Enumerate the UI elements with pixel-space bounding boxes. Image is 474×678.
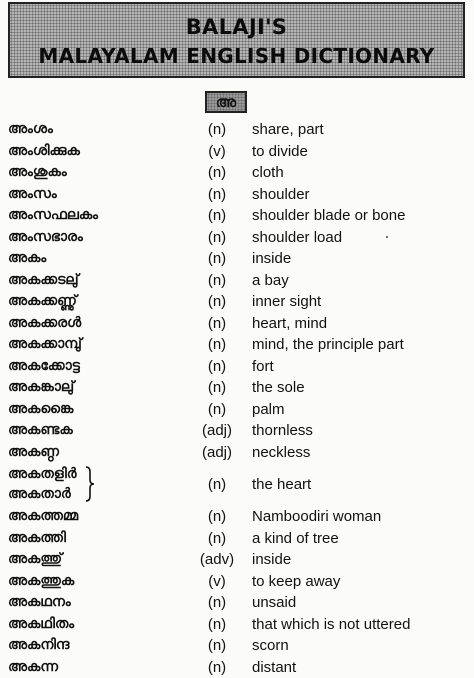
part-of-speech: (adj) — [188, 420, 246, 441]
malayalam-word: അകത്തുക — [8, 571, 74, 592]
malayalam-word: അകത്തമ്മ — [8, 506, 78, 527]
english-meaning: shoulder — [252, 184, 310, 205]
dictionary-entry — [0, 592, 474, 614]
dictionary-entry — [0, 614, 474, 636]
part-of-speech: (n) — [188, 205, 246, 226]
part-of-speech: (n) — [188, 657, 246, 678]
malayalam-word: അകക്കാമ്പു് — [8, 334, 82, 355]
part-of-speech: (adv) — [188, 549, 246, 570]
dictionary-entry — [0, 442, 474, 464]
malayalam-word: അകതാർ — [8, 484, 71, 505]
malayalam-word: അകഥനം — [8, 592, 71, 613]
malayalam-word: അംശുകം — [8, 162, 67, 183]
part-of-speech: (n) — [188, 377, 246, 398]
malayalam-word: അകം — [8, 248, 46, 269]
dictionary-entry — [0, 377, 474, 399]
english-meaning: shoulder blade or bone — [252, 205, 405, 226]
english-meaning: a kind of tree — [252, 528, 339, 549]
part-of-speech: (n) — [188, 162, 246, 183]
english-meaning: to keep away — [252, 571, 340, 592]
malayalam-word: അകനിന്ദ — [8, 635, 69, 656]
malayalam-word: അംസഫലകം — [8, 205, 98, 226]
english-meaning: that which is not uttered — [252, 614, 410, 635]
english-meaning: Namboodiri woman — [252, 506, 381, 527]
part-of-speech: (n) — [188, 334, 246, 355]
english-meaning: neckless — [252, 442, 310, 463]
malayalam-word: അകത്തു് — [8, 549, 62, 570]
part-of-speech: (n) — [188, 119, 246, 140]
english-meaning: the sole — [252, 377, 305, 398]
part-of-speech: (n) — [188, 399, 246, 420]
dictionary-entry — [0, 356, 474, 378]
malayalam-word: അകഥിതം — [8, 614, 74, 635]
english-meaning: inner sight — [252, 291, 321, 312]
part-of-speech: (n) — [188, 528, 246, 549]
part-of-speech: (n) — [188, 474, 246, 495]
english-meaning: inside — [252, 549, 291, 570]
dictionary-entry — [0, 248, 474, 270]
malayalam-word: അകക്കരൾ — [8, 313, 81, 334]
english-meaning: the heart — [252, 474, 311, 495]
malayalam-word: അകങ്കൈ — [8, 399, 73, 420]
part-of-speech: (n) — [188, 313, 246, 334]
malayalam-word: അകതളിർ — [8, 464, 77, 485]
part-of-speech: (v) — [188, 571, 246, 592]
english-meaning: thornless — [252, 420, 313, 441]
part-of-speech: (n) — [188, 270, 246, 291]
dictionary-entry — [0, 549, 474, 571]
malayalam-word: അകക്കണ്ണു് — [8, 291, 77, 312]
dictionary-entry — [0, 119, 474, 141]
part-of-speech: (n) — [188, 614, 246, 635]
english-meaning: unsaid — [252, 592, 296, 613]
malayalam-word: അകങ്കാലു് — [8, 377, 74, 398]
dictionary-entry — [0, 313, 474, 335]
part-of-speech: (n) — [188, 291, 246, 312]
english-meaning: scorn — [252, 635, 289, 656]
part-of-speech: (n) — [188, 635, 246, 656]
malayalam-word: അംശിക്കുക — [8, 141, 80, 162]
english-meaning: palm — [252, 399, 285, 420]
part-of-speech: (n) — [188, 248, 246, 269]
english-meaning: distant — [252, 657, 296, 678]
part-of-speech: (v) — [188, 141, 246, 162]
english-meaning: cloth — [252, 162, 284, 183]
dictionary-entry-list — [0, 119, 474, 678]
english-meaning: to divide — [252, 141, 308, 162]
part-of-speech: (n) — [188, 356, 246, 377]
english-meaning: mind, the principle part — [252, 334, 404, 355]
malayalam-word: അംസഭാരം — [8, 227, 83, 248]
malayalam-word: അംശം — [8, 119, 53, 140]
dictionary-title-banner — [8, 2, 465, 78]
malayalam-word: അകത്തി — [8, 528, 66, 549]
dictionary-entry — [0, 528, 474, 550]
malayalam-word: അംസം — [8, 184, 57, 205]
part-of-speech: (n) — [188, 227, 246, 248]
part-of-speech: (n) — [188, 506, 246, 527]
english-meaning: inside — [252, 248, 291, 269]
part-of-speech: (n) — [188, 184, 246, 205]
part-of-speech: (adj) — [188, 442, 246, 463]
malayalam-word: അകക്കോട്ട — [8, 356, 80, 377]
dictionary-entry — [0, 141, 474, 163]
dictionary-entry — [0, 506, 474, 528]
malayalam-word: അകണ്ഠ — [8, 442, 59, 463]
english-meaning: fort — [252, 356, 274, 377]
dictionary-entry — [0, 162, 474, 184]
malayalam-word: അകക്കടലു് — [8, 270, 79, 291]
title-line-1: BALAJI'S — [10, 14, 463, 40]
dictionary-entry — [0, 571, 474, 593]
dictionary-entry — [0, 399, 474, 421]
dictionary-entry — [0, 635, 474, 657]
dictionary-entry — [0, 184, 474, 206]
dictionary-entry — [0, 270, 474, 292]
dictionary-entry — [0, 420, 474, 442]
dictionary-entry — [0, 334, 474, 356]
dictionary-entry — [0, 657, 474, 678]
dictionary-entry — [0, 227, 474, 249]
english-meaning: heart, mind — [252, 313, 327, 334]
malayalam-word: അകന്ന — [8, 657, 58, 678]
print-speck — [386, 236, 388, 238]
malayalam-word: അകണ്ടക — [8, 420, 73, 441]
curly-brace-icon — [84, 466, 96, 502]
english-meaning: shoulder load — [252, 227, 342, 248]
part-of-speech: (n) — [188, 592, 246, 613]
dictionary-entry — [0, 291, 474, 313]
title-line-2: MALAYALAM ENGLISH DICTIONARY — [10, 43, 463, 69]
english-meaning: share, part — [252, 119, 324, 140]
dictionary-entry — [0, 205, 474, 227]
dictionary-entry-group — [0, 463, 474, 506]
section-letter-badge: അ — [205, 91, 247, 113]
english-meaning: a bay — [252, 270, 289, 291]
